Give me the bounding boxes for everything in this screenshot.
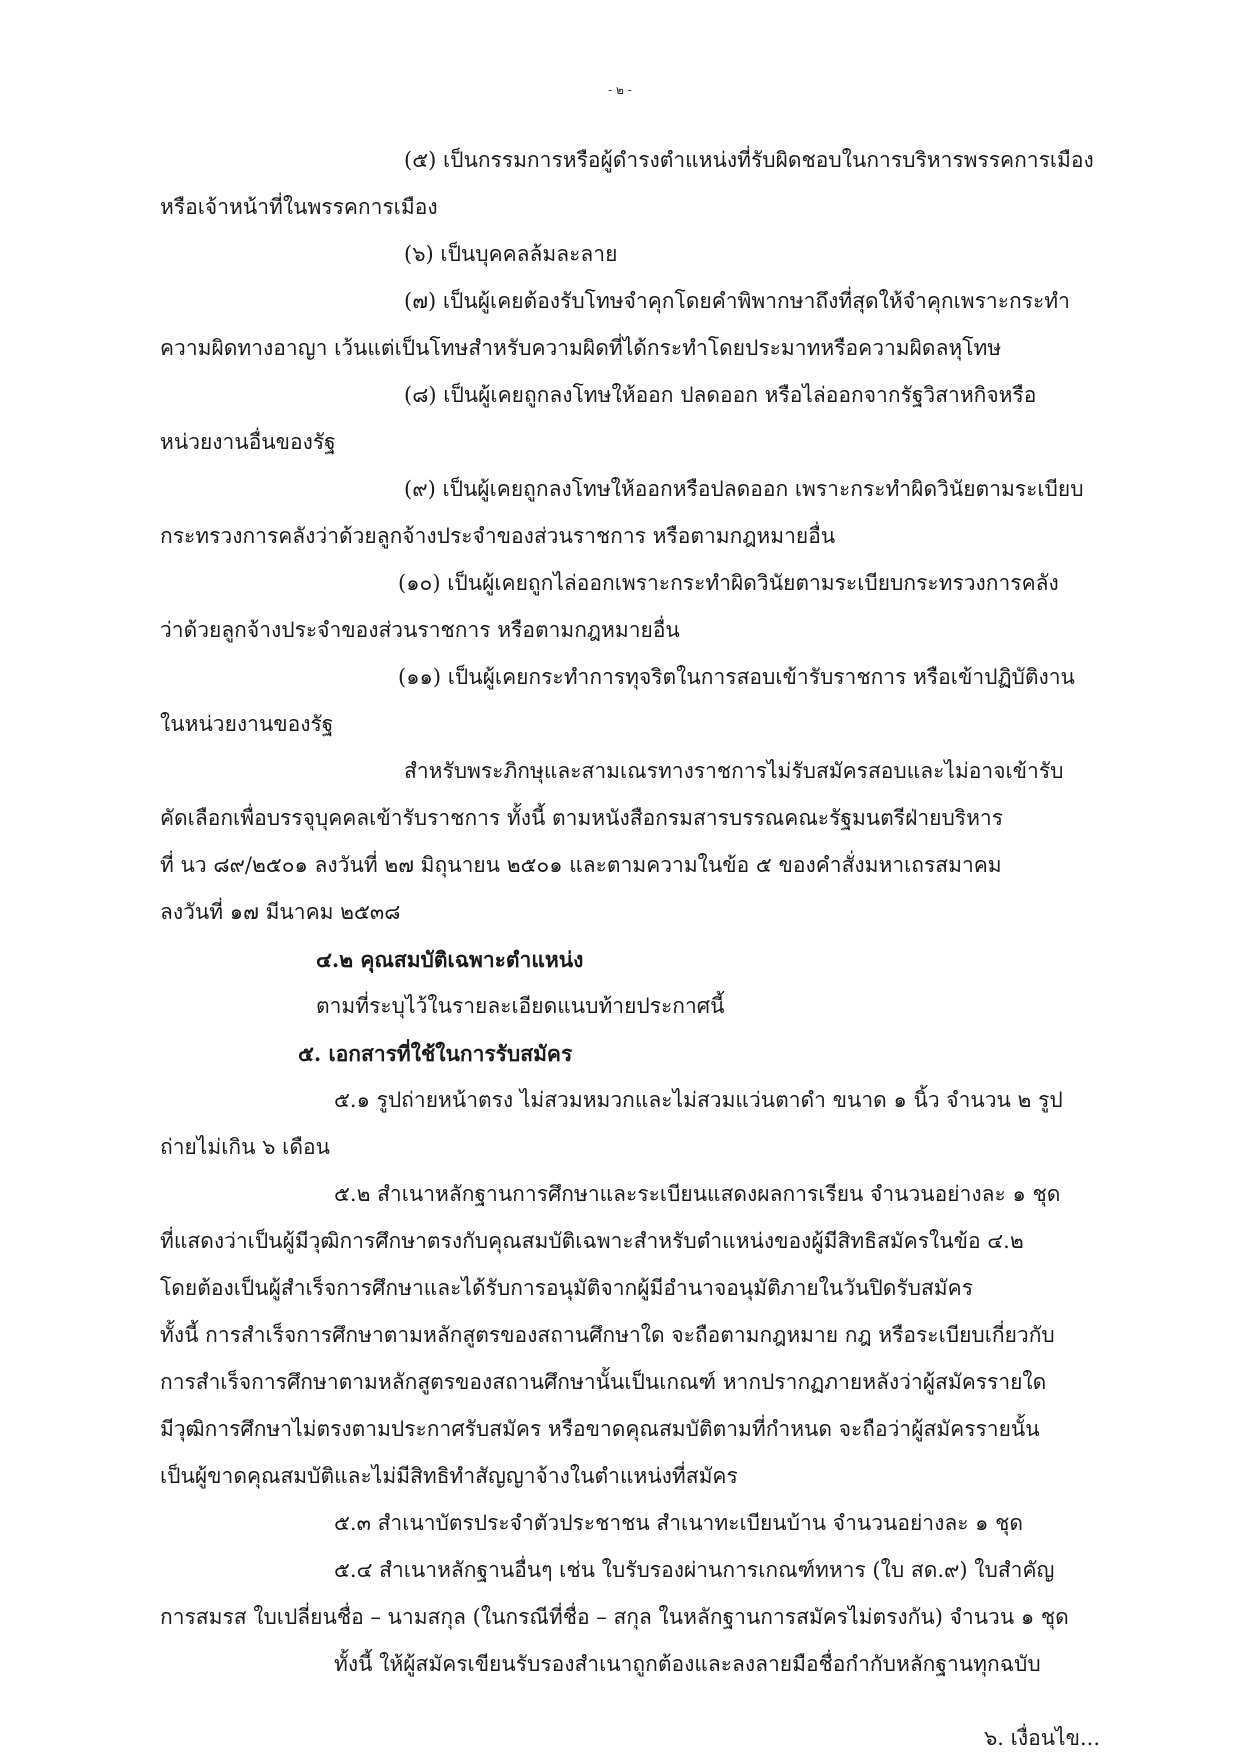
qualification-item-8-line-1: (๘) เป็นผู้เคยถูกลงโทษให้ออก ปลดออก หรือไล่ออกจากรัฐวิสาหกิจหรือ — [404, 383, 1037, 407]
document-5-2-line-6: มีวุฒิการศึกษาไม่ตรงตามประกาศรับสมัคร หรือขาดคุณสมบัติตามที่กำหนด จะถือว่าผู้สมัครรายนั้น — [160, 1417, 1040, 1441]
document-5-2-line-3: โดยต้องเป็นผู้สำเร็จการศึกษาและได้รับการอนุมัติจากผู้มีอำนาจอนุมัติภายในวันปิดรับสมัคร — [160, 1276, 973, 1300]
qualification-item-10-line-1: (๑๐) เป็นผู้เคยถูกไล่ออกเพราะกระทำผิดวินัยตามระเบียบกระทรวงการคลัง — [398, 571, 1059, 595]
document-5-1-line-2: ถ่ายไม่เกิน ๖ เดือน — [160, 1135, 330, 1159]
monk-paragraph-line-1: สำหรับพระภิกษุและสามเณรทางราชการไม่รับสมัครสอบและไม่อาจเข้ารับ — [404, 759, 1064, 783]
document-5-2-line-4: ทั้งนี้ การสำเร็จการศึกษาตามหลักสูตรของสถานศึกษาใด จะถือตามกฎหมาย กฎ หรือระเบียบเกี่ยวกับ — [160, 1323, 1055, 1347]
monk-paragraph-line-4: ลงวันที่ ๑๗ มีนาคม ๒๕๓๘ — [160, 900, 401, 924]
qualification-item-11-line-1: (๑๑) เป็นผู้เคยกระทำการทุจริตในการสอบเข้ารับราชการ หรือเข้าปฏิบัติงาน — [398, 665, 1075, 689]
qualification-item-5-line-1: (๕) เป็นกรรมการหรือผู้ดำรงตำแหน่งที่รับผิดชอบในการบริหารพรรคการเมือง — [404, 148, 1094, 172]
qualification-item-5-line-2: หรือเจ้าหน้าที่ในพรรคการเมือง — [160, 195, 438, 219]
qualification-item-7-line-1: (๗) เป็นผู้เคยต้องรับโทษจำคุกโดยคำพิพากษาถึงที่สุดให้จำคุกเพราะกระทำ — [404, 289, 1070, 313]
qualification-item-6: (๖) เป็นบุคคลล้มละลาย — [404, 242, 618, 266]
qualification-item-11-line-2: ในหน่วยงานของรัฐ — [160, 712, 334, 736]
document-5-3: ๕.๓ สำเนาบัตรประจำตัวประชาชน สำเนาทะเบียนบ้าน จำนวนอย่างละ ๑ ชุด — [334, 1511, 1024, 1535]
document-5-2-line-7: เป็นผู้ขาดคุณสมบัติและไม่มีสิทธิทำสัญญาจ้างในตำแหน่งที่สมัคร — [160, 1464, 738, 1488]
qualification-item-9-line-1: (๙) เป็นผู้เคยถูกลงโทษให้ออกหรือปลดออก เพราะกระทำผิดวินัยตามระเบียบ — [404, 477, 1084, 501]
monk-paragraph-line-3: ที่ นว ๘๙/๒๕๐๑ ลงวันที่ ๒๗ มิถุนายน ๒๕๐๑ และตามความในข้อ ๕ ของคำสั่งมหาเถรสมาคม — [160, 853, 1002, 877]
section-4-2-body: ตามที่ระบุไว้ในรายละเอียดแนบท้ายประกาศนี้ — [316, 994, 725, 1018]
monk-paragraph-line-2: คัดเลือกเพื่อบรรจุบุคคลเข้ารับราชการ ทั้งนี้ ตามหนังสือกรมสารบรรณคณะรัฐมนตรีฝ่ายบริหาร — [160, 806, 1003, 830]
document-5-4-line-1: ๕.๔ สำเนาหลักฐานอื่นๆ เช่น ใบรับรองผ่านการเกณฑ์ทหาร (ใบ สด.๙) ใบสำคัญ — [334, 1558, 1055, 1582]
document-5-4-line-2: การสมรส ใบเปลี่ยนชื่อ – นามสกุล (ในกรณีที่ชื่อ – สกุล ในหลักฐานการสมัครไม่ตรงกัน) จำนวน ๑ ชุด — [160, 1605, 1069, 1629]
qualification-item-9-line-2: กระทรวงการคลังว่าด้วยลูกจ้างประจำของส่วนราชการ หรือตามกฎหมายอื่น — [160, 524, 836, 548]
document-5-4-line-3: ทั้งนี้ ให้ผู้สมัครเขียนรับรองสำเนาถูกต้องและลงลายมือชื่อกำกับหลักฐานทุกฉบับ — [334, 1652, 1041, 1676]
document-5-2-line-1: ๕.๒ สำเนาหลักฐานการศึกษาและระเบียนแสดงผลการเรียน จำนวนอย่างละ ๑ ชุด — [334, 1182, 1061, 1206]
document-5-2-line-2: ที่แสดงว่าเป็นผู้มีวุฒิการศึกษาตรงกับคุณสมบัติเฉพาะสำหรับตำแหน่งของผู้มีสิทธิสมัครในข้อ ๔.๒ — [160, 1229, 1024, 1253]
document-5-1-line-1: ๕.๑ รูปถ่ายหน้าตรง ไม่สวมหมวกและไม่สวมแว่นตาดำ ขนาด ๑ นิ้ว จำนวน ๒ รูป — [334, 1088, 1063, 1112]
qualification-item-8-line-2: หน่วยงานอื่นของรัฐ — [160, 430, 336, 454]
qualification-item-7-line-2: ความผิดทางอาญา เว้นแต่เป็นโทษสำหรับความผิดที่ได้กระทำโดยประมาทหรือความผิดลหุโทษ — [160, 336, 1002, 360]
page-number: - ๒ - — [608, 83, 632, 97]
next-page-continuation: ๖. เงื่อนไข... — [983, 1726, 1100, 1750]
section-5-heading: ๕. เอกสารที่ใช้ในการรับสมัคร — [298, 1041, 573, 1066]
section-4-2-heading: ๔.๒ คุณสมบัติเฉพาะตำแหน่ง — [316, 947, 584, 972]
document-5-2-line-5: การสำเร็จการศึกษาตามหลักสูตรของสถานศึกษานั้นเป็นเกณฑ์ หากปรากฏภายหลังว่าผู้สมัครรายใด — [160, 1370, 1047, 1394]
qualification-item-10-line-2: ว่าด้วยลูกจ้างประจำของส่วนราชการ หรือตามกฎหมายอื่น — [160, 618, 680, 642]
